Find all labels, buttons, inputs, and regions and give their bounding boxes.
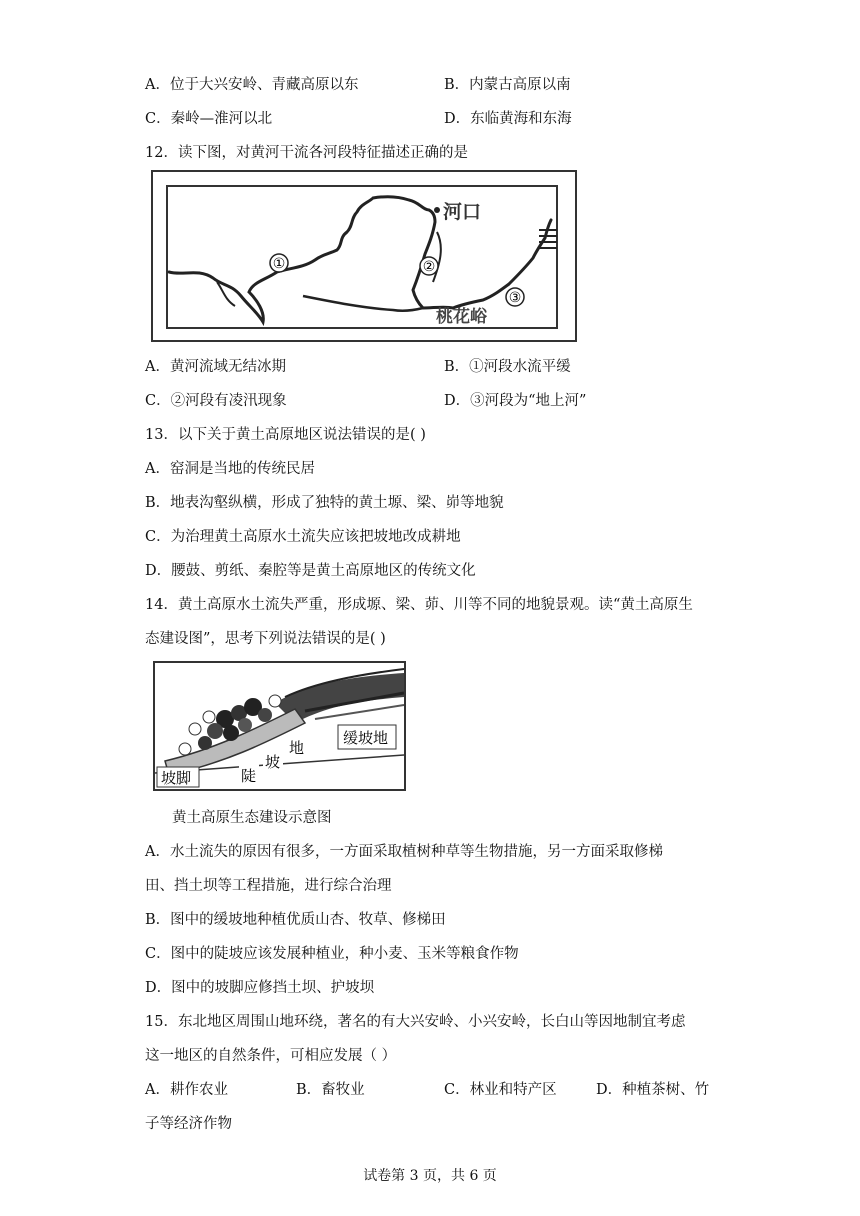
gentle-slope-label: 缓坡地 [343, 729, 389, 747]
q14-option-a-line2: 田、挡土坝等工程措施，进行综合治理 [145, 878, 392, 894]
q13-option-c: C．为治理黄土高原水土流失应该把坡地改成耕地 [145, 529, 461, 545]
q13-option-a: A．窑洞是当地的传统民居 [145, 461, 315, 477]
loess-ecology-svg [155, 663, 404, 789]
yellow-river-map [151, 170, 577, 342]
q13-option-d: D．腰鼓、剪纸、秦腔等是黄土高原地区的传统文化 [145, 563, 476, 579]
yellow-river-map-svg [153, 172, 575, 340]
q12-option-d: D．③河段为“地上河” [444, 393, 587, 409]
steep-slope-char-1: 陡 [241, 767, 257, 785]
q12-option-a: A．黄河流域无结冰期 [145, 359, 286, 375]
page-footer: 试卷第 3 页，共 6 页 [363, 1168, 497, 1184]
q14-option-c: C．图中的陡坡应该发展种植业，种小麦、玉米等粮食作物 [145, 946, 519, 962]
hekou-label: 河口 [443, 201, 482, 223]
steep-slope-char-3: 地 [289, 739, 305, 757]
q15-stem-line2: 这一地区的自然条件，可相应发展（ ） [145, 1048, 397, 1064]
q14-stem-line1: 14．黄土高原水土流失严重，形成塬、梁、茆、川等不同的地貌景观。读“黄土高原生 [145, 597, 693, 613]
q13-option-b: B．地表沟壑纵横，形成了独特的黄土塬、梁、峁等地貌 [145, 495, 504, 511]
loess-ecology-figure [153, 661, 406, 791]
q12-stem: 12．读下图，对黄河干流各河段特征描述正确的是 [145, 145, 468, 161]
q11-option-a: A．位于大兴安岭、青藏高原以东 [145, 77, 359, 93]
wei-river [303, 296, 423, 311]
steep-slope-char-2: 坡 [265, 753, 281, 771]
figure-caption: 黄土高原生态建设示意图 [172, 810, 332, 826]
q15-stem-line1: 15．东北地区周围山地环绕，著名的有大兴安岭、小兴安岭，长白山等因地制宜考虑 [145, 1014, 686, 1030]
q11-option-c: C．秦岭—淮河以北 [145, 111, 273, 127]
taohuayu-label: 桃花峪 [436, 307, 487, 327]
q15-option-c: C．林业和特产区 [444, 1082, 557, 1098]
marker-3-label: ③ [508, 290, 522, 306]
marker-1-label: ① [272, 256, 286, 272]
yellow-river-main-course [169, 197, 551, 322]
q14-option-d: D．图中的坡脚应修挡土坝、护坡坝 [145, 980, 375, 996]
q15-option-a: A．耕作农业 [145, 1082, 228, 1098]
q14-option-b: B．图中的缓坡地种植优质山杏、牧草、修梯田 [145, 912, 446, 928]
q14-option-a-line1: A．水土流失的原因有很多，一方面采取植树种草等生物措施，另一方面采取修梯 [145, 844, 663, 860]
q14-stem-line2: 态建设图”，思考下列说法错误的是( ) [145, 631, 386, 647]
q12-option-b: B．①河段水流平缓 [444, 359, 571, 375]
q13-stem: 13．以下关于黄土高原地区说法错误的是( ) [145, 427, 426, 443]
marker-2-label: ② [422, 259, 436, 275]
q11-option-d: D．东临黄海和东海 [444, 111, 572, 127]
q15-option-d-line2: 子等经济作物 [145, 1116, 232, 1132]
q15-option-d-line1: D．种植茶树、竹 [596, 1082, 710, 1098]
slope-foot-label: 坡脚 [161, 769, 192, 787]
hekou-dot [434, 207, 440, 213]
q11-option-b: B．内蒙古高原以南 [444, 77, 571, 93]
q15-option-b: B．畜牧业 [296, 1082, 365, 1098]
q12-option-c: C．②河段有凌汛现象 [145, 393, 287, 409]
